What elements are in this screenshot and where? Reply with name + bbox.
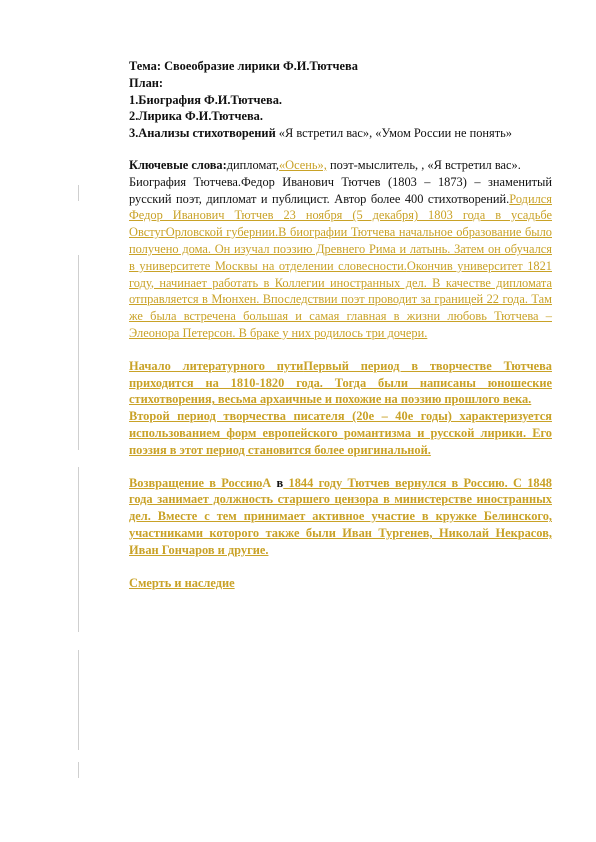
plan-item-3 (129, 125, 552, 142)
keywords-paragraph (129, 157, 552, 174)
second-period-paragraph (129, 408, 552, 458)
return-title-link[interactable]: Возвращение в Россию (129, 475, 263, 490)
keywords-text-rest: поэт-мыслитель, , «Я встретил вас». (326, 157, 521, 172)
biography-intro: Биография Тютчева.Федор Иванович Тютчев (1803 – 1873) – знаменитый русский поэт, дипломат и публицист. Автор более 400 стихотворений. (129, 174, 552, 206)
keywords-text: дипломат, (226, 157, 279, 172)
plan-item-2: 2.Лирика Ф.И.Тютчева. (129, 109, 263, 124)
death-title-link[interactable]: Смерть и наследие (129, 575, 235, 590)
biography-link-education[interactable]: В биографии Тютчева начальное образование было получено дома. Он изучал поэзию Древнего Рима и латынь. Затем он обучался в университете Москвы на отделении словесности. (129, 225, 552, 273)
death-paragraph (129, 575, 552, 592)
plan-item-1: 1.Биография Ф.И.Тютчева. (129, 92, 283, 107)
first-period-link[interactable]: Первый период в творчестве Тютчева приходится на 1810-1820 года. Тогда были написаны юношеские стихотворения, весьма архаичные и похожие на поэзию прошлого века. (129, 358, 552, 407)
return-text-link[interactable]: 1844 году Тютчев вернулся в Россию. С 1848 года занимает должность старшего цензора в министерстве иностранных дел. Вместе с тем принимает активное участие в кружке Белинского, участниками которого также были Иван Тургенев, Николай Некрасов, Иван Гончаров и другие. (129, 475, 552, 557)
document-body (129, 58, 552, 591)
keywords-label: Ключевые слова: (129, 157, 227, 172)
biography-link-love[interactable]: Там же была встречена большая и самая главная в жизни любовь Тютчева – Элеонора Петерсон. В браке у них родилось три дочери. (129, 292, 553, 340)
return-word-v: в (271, 475, 284, 490)
theme-heading: Тема: Своеобразие лирики Ф.И.Тютчева (129, 59, 358, 73)
biography-link-career[interactable]: Окончив университет 1821 году, начинает работать в Коллегии иностранных дел. В качестве дипломата отправляется в Мюнхен. Впоследствии поэт проводит за границей 22 года. (129, 258, 552, 307)
margin-mark (78, 185, 79, 201)
literary-path-paragraph (129, 358, 552, 408)
plan-item-3-poems: «Я встретил вас», «Умом России не понять» (275, 126, 513, 141)
margin-mark (78, 650, 79, 750)
keywords-link-autumn[interactable]: «Осень», (278, 157, 327, 172)
biography-link-birth[interactable]: Родился Федор Иванович Тютчев 23 ноября (5 декабря) 1803 года в усадьбе ОвстугОрловской губернии. (129, 191, 552, 240)
margin-mark (78, 762, 79, 778)
plan-item-3-title: 3.Анализы стихотворений (129, 126, 276, 141)
literary-path-link[interactable]: Начало литературного пути (129, 358, 304, 373)
biography-paragraph (129, 174, 552, 342)
margin-mark (78, 467, 79, 632)
margin-mark (78, 255, 79, 450)
return-letter-a: А (262, 475, 272, 490)
return-paragraph (129, 475, 552, 559)
second-period-link[interactable]: Второй период творчества писателя (20е – 40е годы) характеризуется использованием форм европейского романтизма и русской лирики. Его поэзия в этот период становится более оригинальной. (129, 409, 552, 457)
plan-heading: План: (129, 75, 164, 90)
